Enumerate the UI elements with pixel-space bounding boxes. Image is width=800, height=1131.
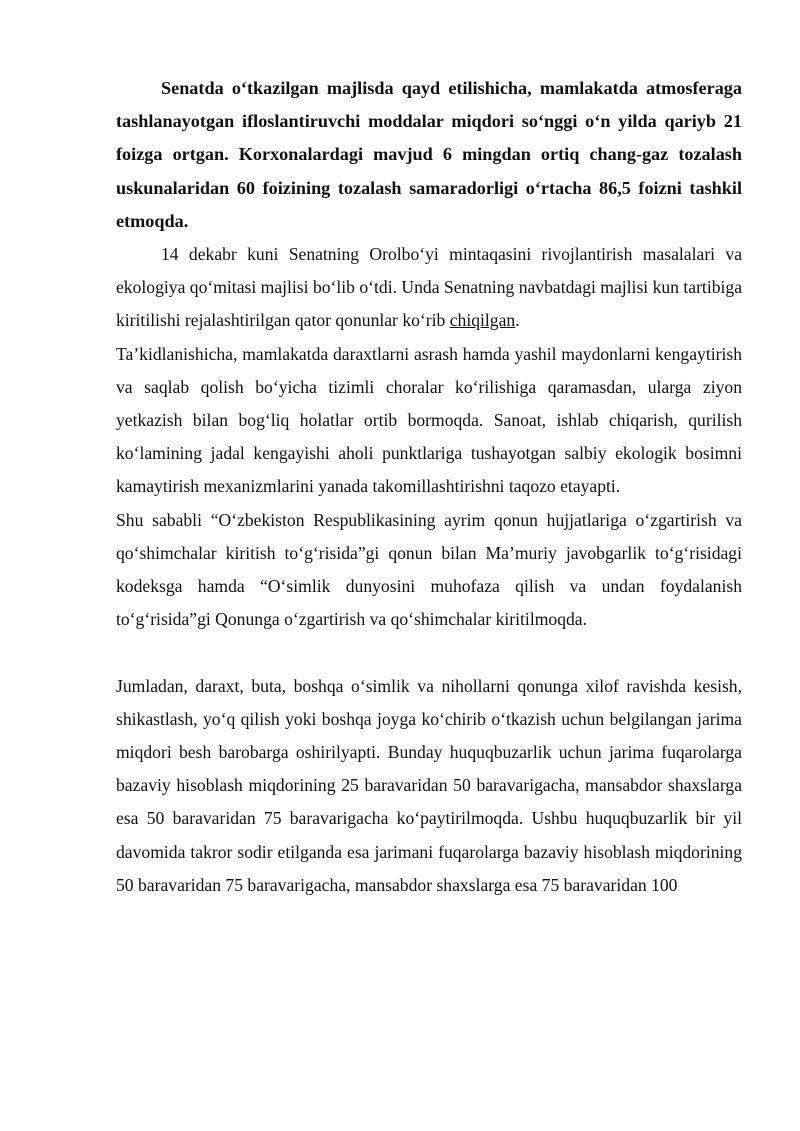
paragraph-text: 14 dekabr kuni Senatning Orolbo‘yi mintaqasini rivojlantirish masalalari va ekologiya qo‘mitasi majlisi bo‘lib o‘tdi. Unda Senatning navbatdagi majlisi kun tartibiga kiritilishi rejalashtirilgan qator qonunlar ko‘rib: [116, 244, 742, 331]
paragraph-end: .: [515, 310, 520, 331]
lead-paragraph: Senatda o‘tkazilgan majlisda qayd etilishicha, mamlakatda atmosferaga tashlanayotgan ifloslantiruvchi moddalar miqdori so‘nggi o‘n yilda qariyb 21 foizga ortgan. Korxonalardagi mavjud 6 mingdan ortiq chang-gaz tozalash uskunalaridan 60 foizining tozalash samaradorligi o‘rtacha 86,5 foizni tashkil etmoqda.: [116, 78, 742, 231]
document-body: [116, 72, 742, 902]
underlined-word: chiqilgan: [449, 310, 516, 331]
paragraph-fines: Jumladan, daraxt, buta, boshqa o‘simlik va nihollarni qonunga xilof ravishda kesish, shikastlash, yo‘q qilish yoki boshqa joyga ko‘chirib o‘tkazish uchun belgilangan jarima miqdori besh barobarga oshirilyapti. Bunday huquqbuzarlik uchun jarima fuqarolarga bazaviy hisoblash miqdorining 25 baravaridan 50 baravarigacha, mansabdor shaxslarga esa 50 baravaridan 75 baravarigacha ko‘paytirilmoqda. Ushbu huquqbuzarlik bir yil davomida takror sodir etilganda esa jarimani fuqarolarga bazaviy hisoblash miqdorining 50 baravaridan 75 baravarigacha, mansabdor shaxslarga esa 75 baravaridan 100: [116, 675, 742, 895]
paragraph-committee-meeting: [116, 238, 742, 338]
paragraph-emphasis: Ta’kidlanishicha, mamlakatda daraxtlarni asrash hamda yashil maydonlarni kengaytirish va saqlab qolish bo‘yicha tizimli choralar ko‘rilishiga qaramasdan, ularga ziyon yetkazish bilan bog‘liq holatlar ortib bormoqda. Sanoat, ishlab chiqarish, qurilish ko‘lamining jadal kengayishi aholi punktlariga tushayotgan salbiy ekologik bosimni kamaytirish mexanizmlarini yanada takomillashtirishni taqozo etayapti.: [116, 343, 742, 497]
paragraph-legislation: Shu sababli “O‘zbekiston Respublikasining ayrim qonun hujjatlariga o‘zgartirish va qo‘shimchalar kiritish to‘g‘risida”gi qonun bilan Ma’muriy javobgarlik to‘g‘risidagi kodeksga hamda “O‘simlik dunyosini muhofaza qilish va undan foydalanish to‘g‘risida”gi Qonunga o‘zgartirish va qo‘shimchalar kiritilmoqda.: [116, 509, 742, 630]
